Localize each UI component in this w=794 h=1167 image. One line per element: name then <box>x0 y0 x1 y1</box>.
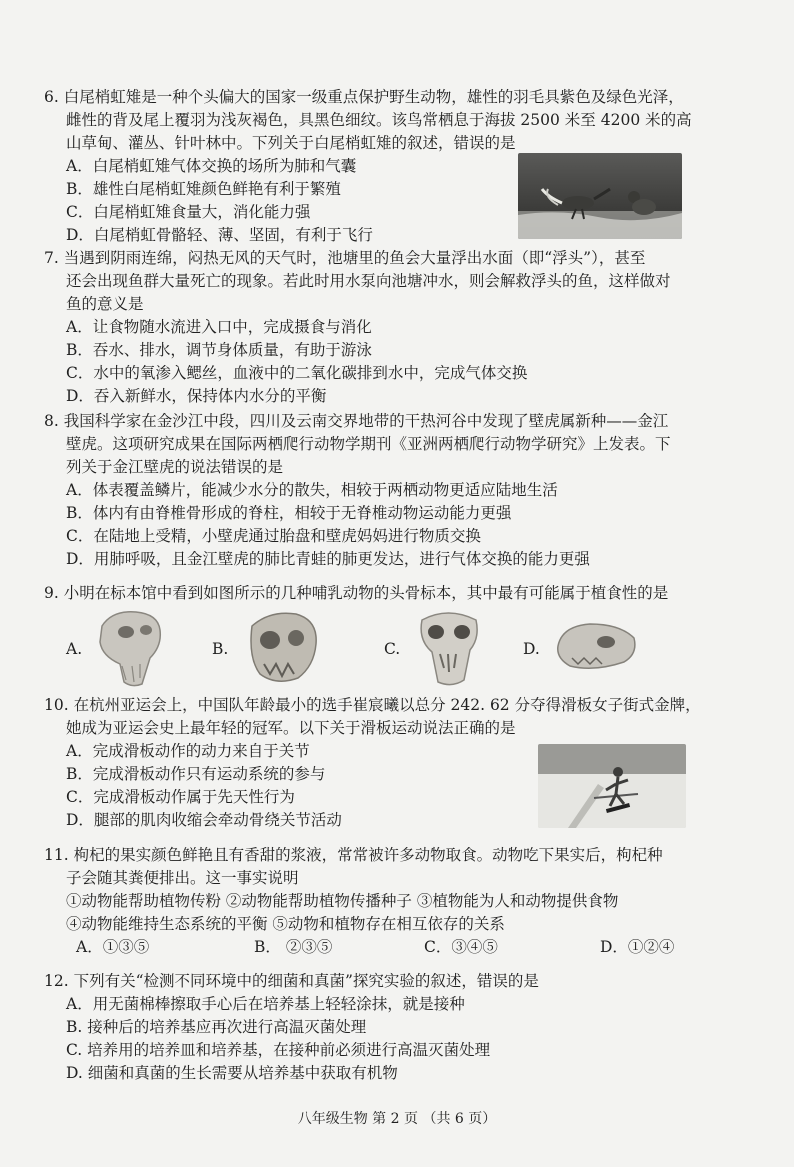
q7-line: 鱼的意义是 <box>66 295 144 313</box>
q6-line: 山草甸、灌丛、针叶林中。下列关于白尾梢虹雉的叙述，错误的是 <box>66 134 516 152</box>
q11-choice-c: C．③④⑤ <box>424 938 498 956</box>
q6-line: 6. 白尾梢虹雉是一种个头偏大的国家一级重点保护野生动物，雄性的羽毛具紫色及绿色光泽， <box>44 88 684 106</box>
q12-option-b: B. 接种后的培养基应再次进行高温灭菌处理 <box>66 1018 367 1036</box>
question-12 <box>44 970 774 1085</box>
skull-b-image <box>244 608 322 688</box>
q6-option-d: D．白尾梢虹骨骼轻、薄、坚固，有利于飞行 <box>66 226 373 244</box>
q11-choices <box>44 936 774 959</box>
skull-a-image <box>92 606 166 690</box>
q11-line: 11. 枸杞的果实颜色鲜艳且有香甜的浆液，常常被许多动物取食。动物吃下果实后，枸杞种 <box>44 846 663 864</box>
skull-c-image <box>414 606 484 690</box>
q10-line: 10. 在杭州亚运会上，中国队年龄最小的选手崔宸曦以总分 242. 62 分夺得滑板女子街式金牌， <box>44 696 701 714</box>
q11-statements: ①动物能帮助植物传粉 ②动物能帮助植物传播种子 ③植物能为人和动物提供食物 <box>66 892 619 910</box>
q10-option-a: A．完成滑板动作的动力来自于关节 <box>66 742 310 760</box>
q8-option-b: B．体内有由脊椎骨形成的脊柱，相较于无脊椎动物运动能力更强 <box>66 504 512 522</box>
q7-line: 还会出现鱼群大量死亡的现象。若此时用水泵向池塘冲水，则会解救浮头的鱼，这样做对 <box>66 272 671 290</box>
q10-option-c: C．完成滑板动作属于先天性行为 <box>66 788 295 806</box>
q8-option-c: C．在陆地上受精，小壁虎通过胎盘和壁虎妈妈进行物质交换 <box>66 527 481 545</box>
q7-line: 7. 当遇到阴雨连绵，闷热无风的天气时，池塘里的鱼会大量浮出水面（即“浮头”），甚至 <box>44 249 646 267</box>
q6-option-b: B．雄性白尾梢虹雉颜色鲜艳有利于繁殖 <box>66 180 341 198</box>
skateboard-photo <box>538 744 686 828</box>
q7-option-d: D．吞入新鲜水，保持体内水分的平衡 <box>66 387 327 405</box>
page-footer: 八年级生物 第 2 页 （共 6 页） <box>297 1111 497 1127</box>
question-7 <box>44 247 764 408</box>
q9-label-a: A. <box>66 640 83 658</box>
q9-line: 9. 小明在标本馆中看到如图所示的几种哺乳动物的头骨标本，其中最有可能属于植食性的是 <box>44 584 669 602</box>
q8-option-a: A．体表覆盖鳞片，能减少水分的散失，相较于两栖动物更适应陆地生活 <box>66 481 558 499</box>
q9-label-d: D. <box>523 640 540 658</box>
q7-option-b: B．吞水、排水，调节身体质量，有助于游泳 <box>66 341 372 359</box>
q6-option-a: A．白尾梢虹雉气体交换的场所为肺和气囊 <box>66 157 357 175</box>
q11-statements: ④动物能维持生态系统的平衡 ⑤动物和植物存在相互依存的关系 <box>66 915 505 933</box>
q8-option-d: D．用肺呼吸，且金江壁虎的肺比青蛙的肺更发达，进行气体交换的能力更强 <box>66 550 590 568</box>
q8-line: 列关于金江壁虎的说法错误的是 <box>66 458 284 476</box>
q6-line: 雌性的背及尾上覆羽为浅灰褐色，具黑色细纹。该鸟常栖息于海拔 2500 米至 4200 米的高 <box>66 111 692 129</box>
q12-line: 12. 下列有关“检测不同环境中的细菌和真菌”探究实验的叙述，错误的是 <box>44 972 539 990</box>
q11-choice-b: B． ②③⑤ <box>254 938 333 956</box>
q8-line: 壁虎。这项研究成果在国际两栖爬行动物学期刊《亚洲两栖爬行动物学研究》上发表。下 <box>66 435 671 453</box>
q10-option-d: D．腿部的肌肉收缩会牵动骨绕关节活动 <box>66 811 342 829</box>
q11-choice-a: A．①③⑤ <box>76 938 150 956</box>
q7-option-a: A．让食物随水流进入口中，完成摄食与消化 <box>66 318 372 336</box>
q10-line: 她成为亚运会史上最年轻的冠军。以下关于滑板运动说法正确的是 <box>66 719 516 737</box>
skull-d-image <box>554 618 638 674</box>
q7-option-c: C．水中的氧渗入鳃丝，血液中的二氧化碳排到水中，完成气体交换 <box>66 364 528 382</box>
question-8 <box>44 410 764 571</box>
q12-option-d: D. 细菌和真菌的生长需要从培养基中获取有机物 <box>66 1064 398 1082</box>
question-11 <box>44 844 774 959</box>
q10-option-b: B．完成滑板动作只有运动系统的参与 <box>66 765 326 783</box>
q11-line: 子会随其粪便排出。这一事实说明 <box>66 869 299 887</box>
q12-option-a: A．用无菌棉棒擦取手心后在培养基上轻轻涂抹，就是接种 <box>66 995 465 1013</box>
q9-label-b: B. <box>212 640 229 658</box>
q8-line: 8. 我国科学家在金沙江中段，四川及云南交界地带的干热河谷中发现了壁虎属新种——金江 <box>44 412 669 430</box>
q12-option-c: C. 培养用的培养皿和培养基，在接种前必须进行高温灭菌处理 <box>66 1041 491 1059</box>
question-9 <box>44 582 764 605</box>
q6-option-c: C．白尾梢虹雉食量大，消化能力强 <box>66 203 311 221</box>
q11-choice-d: D．①②④ <box>600 938 675 956</box>
pheasant-photo <box>518 153 682 239</box>
q9-label-c: C. <box>384 640 401 658</box>
